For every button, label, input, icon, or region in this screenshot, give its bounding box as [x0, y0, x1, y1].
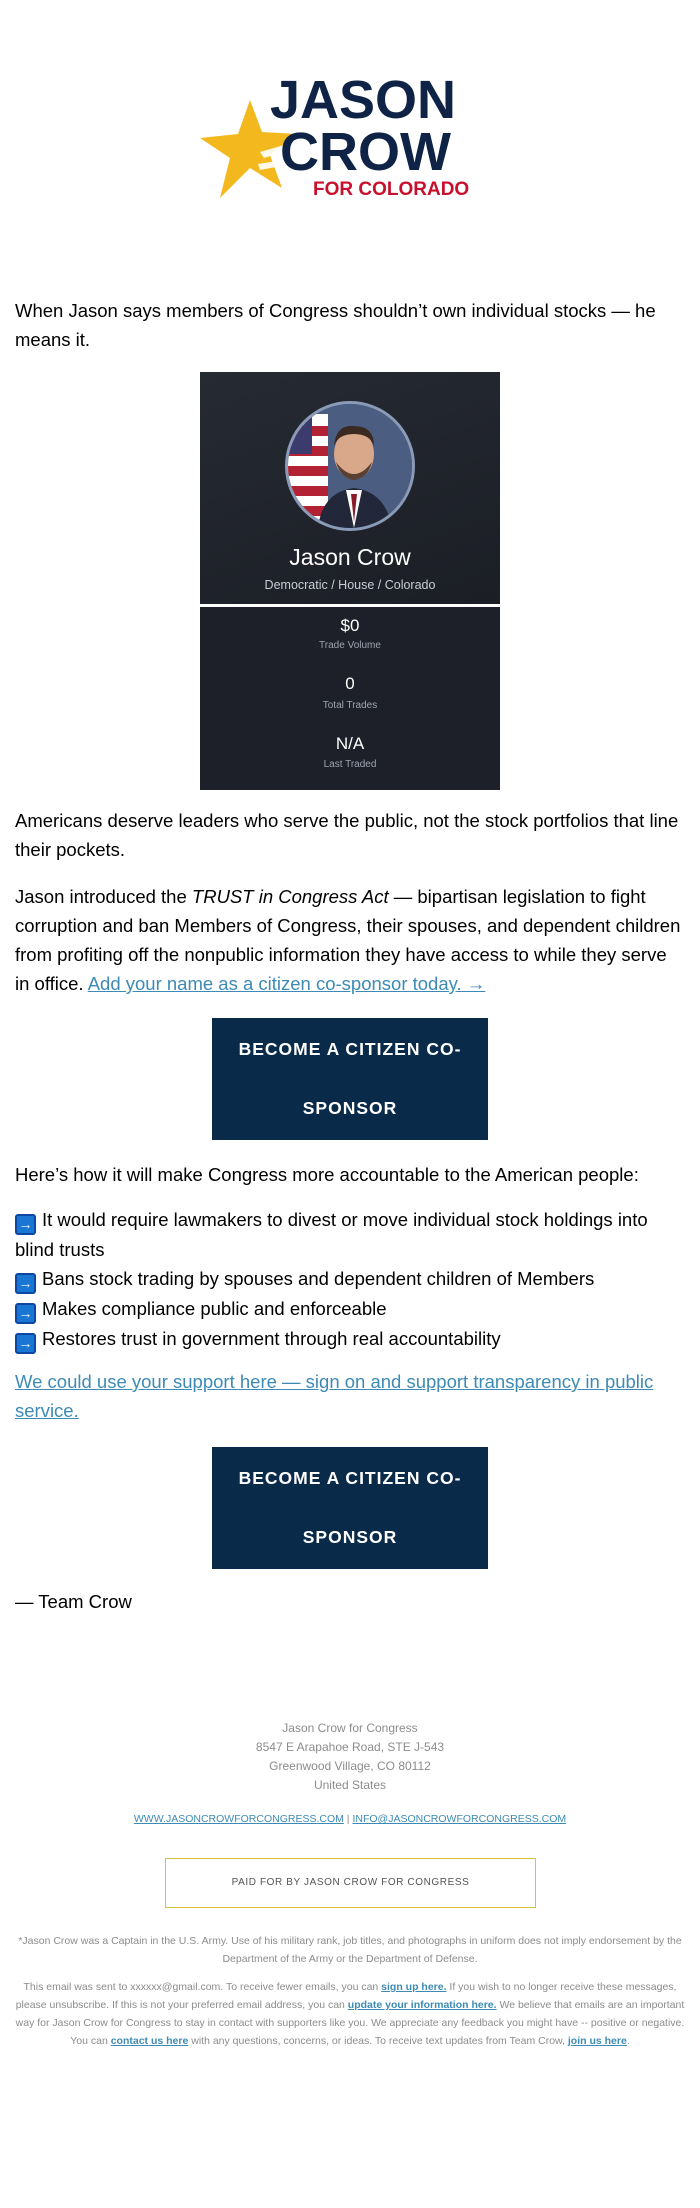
notice-text: We believe that emails are an important way for Jason Crow for Congress to stay in contact with supporters like you. We appreciate any feedback you might have -- positive or negative. You can [15, 1999, 685, 2047]
benefit-text: It would require lawmakers to divest or move individual stock holdings into blind trusts [15, 1209, 648, 1260]
cosponsor-link[interactable]: Add your name as a citizen co-sponsor today. → [87, 973, 486, 994]
become-cosponsor-button-2[interactable] [212, 1447, 488, 1569]
email-link[interactable]: INFO@JASONCROWFORCONGRESS.COM [352, 1813, 567, 1825]
list-item [15, 1324, 683, 1354]
right-arrow-icon: → [15, 1333, 36, 1354]
army-disclaimer: *Jason Crow was a Captain in the U.S. Army. Use of his military rank, job titles, and photographs in uniform does not imply endorsement by the Department of the Army or the Department of Defense. [18, 1935, 682, 1965]
profile-card [200, 372, 500, 604]
notice-text: This email was sent to xxxxxx@gmail.com. To receive fewer emails, you can [23, 1981, 382, 1993]
benefits-list [15, 1205, 683, 1354]
notice-text: with any questions, concerns, or ideas. To receive text updates from Team Crow, [188, 2035, 568, 2047]
para-trust-act-after: — bipartisan legislation to fight corruption and ban Members of Congress, their spouses, and dependent children from profiting off the nonpublic information they have access to while they serve in office. [15, 886, 681, 994]
list-item [15, 1205, 683, 1264]
right-arrow-icon: → [15, 1303, 36, 1324]
logo-line-jason: JASON [270, 70, 457, 130]
politician-name: Jason Crow [289, 544, 411, 570]
cta-line-2: SPONSOR [302, 1098, 398, 1118]
footer-city: Greenwood Village, CO 80112 [269, 1759, 431, 1773]
notice-text: . [626, 2035, 630, 2047]
politician-affiliation: Democratic / House / Colorado [264, 578, 436, 592]
logo-line-for-colorado: FOR COLORADO [313, 179, 470, 200]
footer-country: United States [313, 1778, 387, 1792]
logo-graphic [200, 60, 500, 210]
act-name: TRUST in Congress Act [191, 886, 389, 907]
para-americans: Americans deserve leaders who serve the public, not the stock portfolios that line their pockets. [15, 810, 679, 860]
become-cosponsor-button[interactable] [212, 1018, 488, 1140]
notice-text: If you wish to no longer receive these messages, please unsubscribe. If this is not your preferred email address, you can [15, 1981, 677, 2011]
support-paragraph [15, 1367, 683, 1425]
cta-line-1: BECOME A CITIZEN CO- [238, 1468, 462, 1488]
howto-text: Here’s how it will make Congress more accountable to the American people: [15, 1164, 639, 1185]
trade-volume-label: Trade Volume [319, 640, 381, 651]
benefit-text: Restores trust in government through real accountability [42, 1328, 501, 1349]
para-trust-act-before: Jason introduced the [15, 886, 192, 907]
flag-icon [288, 414, 328, 524]
sign-up-link[interactable]: sign up here. [381, 1981, 447, 1993]
footer-address [0, 1719, 700, 1795]
intro-text: When Jason says members of Congress shouldn’t own individual stocks — he means it. [15, 300, 656, 350]
support-link[interactable]: We could use your support here — sign on and support transparency in public service. [15, 1371, 654, 1421]
list-item [15, 1264, 683, 1294]
footer-links [0, 1813, 700, 1825]
website-link[interactable]: WWW.JASONCROWFORCONGRESS.COM [133, 1813, 344, 1825]
update-info-link[interactable]: update your information here. [347, 1999, 497, 2011]
trade-volume-value: $0 [340, 616, 360, 635]
footer-org: Jason Crow for Congress [282, 1721, 418, 1735]
benefit-text: Bans stock trading by spouses and dependent children of Members [42, 1268, 595, 1289]
avatar [285, 401, 415, 531]
footer-separator: | [346, 1813, 350, 1825]
contact-us-link[interactable]: contact us here [110, 2035, 189, 2047]
campaign-logo [0, 60, 700, 220]
cta-line-1: BECOME A CITIZEN CO- [238, 1039, 462, 1059]
right-arrow-icon: → [15, 1214, 36, 1235]
list-item [15, 1294, 683, 1324]
total-trades-value: 0 [345, 674, 355, 693]
footer-street: 8547 E Arapahoe Road, STE J-543 [255, 1740, 445, 1754]
para-trust-act [15, 882, 683, 998]
trade-stats [200, 607, 500, 790]
email-notice [15, 1978, 685, 2050]
last-traded-value: N/A [335, 734, 365, 753]
paid-for-notice: PAID FOR BY JASON CROW FOR CONGRESS [165, 1858, 536, 1908]
benefit-text: Makes compliance public and enforceable [42, 1298, 387, 1319]
cta-line-2: SPONSOR [302, 1527, 398, 1547]
logo-line-crow: CROW [280, 122, 451, 182]
total-trades-label: Total Trades [322, 700, 378, 711]
right-arrow-icon: → [15, 1273, 36, 1294]
join-us-link[interactable]: join us here [567, 2035, 627, 2047]
signoff: — Team Crow [15, 1591, 132, 1612]
last-traded-label: Last Traded [323, 759, 377, 770]
